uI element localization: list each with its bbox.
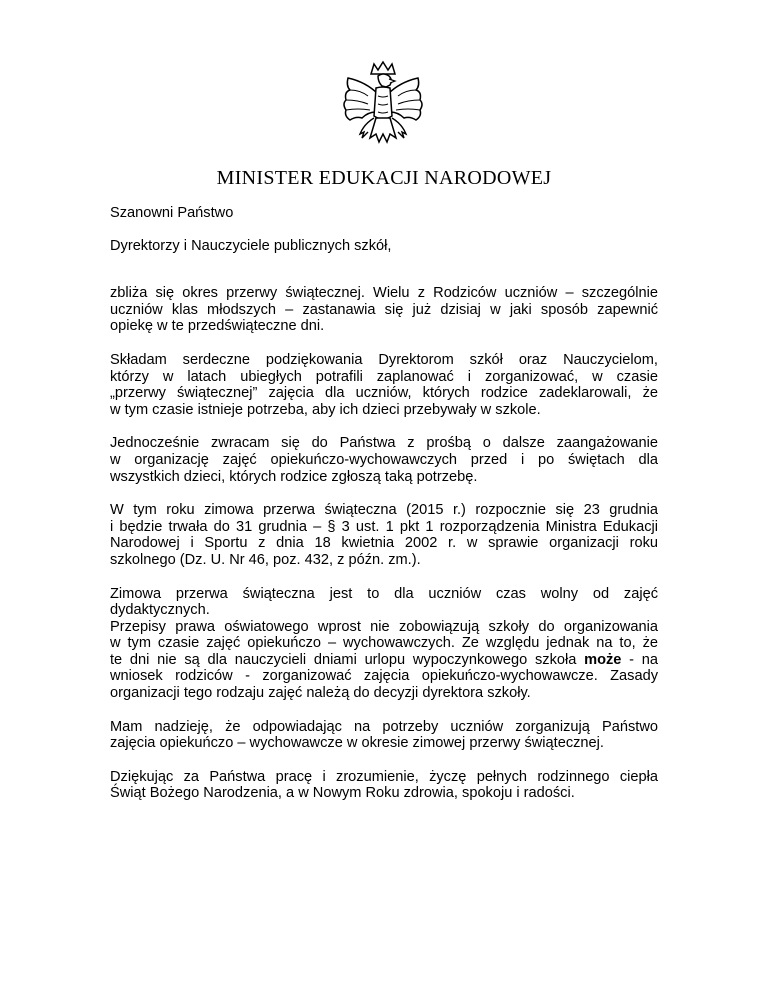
polish-eagle-emblem-icon [338,60,428,160]
paragraph-line: zbliża się okres przerwy świątecznej. Wielu z Rodziców uczniów – szczególnie [110,285,658,302]
letter-body [110,205,658,819]
line-text: te dni nie są dla nauczycieli dniami urlopu wypoczynkowego szkoła [110,651,585,668]
paragraph-line: w tym czasie zajęć opiekuńczo – wychowawczych. Ze względu jednak na to, że [110,635,658,652]
paragraph-line: dydaktycznych. [110,602,210,619]
paragraph-line: uczniów klas młodszych – zastanawia się już dzisiaj w jaki sposób zapewnić [110,301,658,318]
ministry-title: MINISTER EDUKACJI NARODOWEJ [216,167,552,189]
line-text: - na [621,651,658,668]
paragraph-line: w organizację zajęć opiekuńczo-wychowawczych przed i po świętach dla [110,451,658,468]
emphasis-text: może [584,651,622,668]
paragraph-line: Składam serdeczne podziękowania Dyrektorom szkół oraz Nauczycielom, [110,351,658,368]
paragraph-line: wszystkich dzieci, których rodzice zgłoszą taką potrzebę. [110,468,478,485]
paragraph-4 [110,502,658,568]
addressees: Dyrektorzy i Nauczyciele publicznych szkół, [110,237,392,254]
paragraph-line: Narodowej i Sportu z dnia 18 kwietnia 2002 r. w sprawie organizacji roku [110,535,658,552]
paragraph-3 [110,435,658,485]
paragraph-2 [110,352,658,418]
paragraph-line: Świąt Bożego Narodzenia, a w Nowym Roku zdrowia, spokoju i radości. [110,785,575,802]
paragraph-line: Przepisy prawa oświatowego wprost nie zobowiązują szkoły do organizowania [110,618,658,635]
paragraph-line: Dziękując za Państwa pracę i zrozumienie, życzę pełnych rodzinnego ciepła [110,768,658,785]
paragraph-line: szkolnego (Dz. U. Nr 46, poz. 432, z późn. zm.). [110,551,421,568]
paragraph-line: organizacji tego rodzaju zajęć należą do decyzji dyrektora szkoły. [110,685,531,702]
paragraph-line: Jednocześnie zwracam się do Państwa z prośbą o dalsze zaangażowanie [110,435,658,452]
paragraph-line: Zimowa przerwa świąteczna jest to dla uczniów czas wolny od zajęć [110,585,658,602]
paragraph-line [110,652,658,669]
paragraph-line: i będzie trwała do 31 grudnia – § 3 ust. 1 pkt 1 rozporządzenia Ministra Edukacji [110,518,658,535]
paragraph-line: Mam nadzieję, że odpowiadając na potrzeby uczniów zorganizują Państwo [110,718,658,735]
paragraph-5 [110,586,658,702]
paragraph-line: opiekę w te przedświąteczne dni. [110,318,325,335]
paragraph-6 [110,719,658,752]
paragraph-7 [110,769,658,802]
paragraph-line: zajęcia opiekuńczo – wychowawcze w okresie zimowej przerwy świątecznej. [110,735,604,752]
paragraph-line: „przerwy świątecznej” zajęcia dla uczniów, których rodzice zadeklarowali, że [110,385,658,402]
paragraph-line: W tym roku zimowa przerwa świąteczna (2015 r.) rozpocznie się 23 grudnia [110,502,658,519]
paragraph-line: wniosek rodziców - zorganizować zajęcia opiekuńczo-wychowawcze. Zasady [110,668,658,685]
paragraph-line: którzy w latach ubiegłych potrafili zaplanować i zorganizować, w czasie [110,368,658,385]
salutation: Szanowni Państwo [110,205,234,221]
paragraph-1 [110,285,658,335]
paragraph-line: w tym czasie istnieje potrzeba, aby ich dzieci przebywały w szkole. [110,401,541,418]
